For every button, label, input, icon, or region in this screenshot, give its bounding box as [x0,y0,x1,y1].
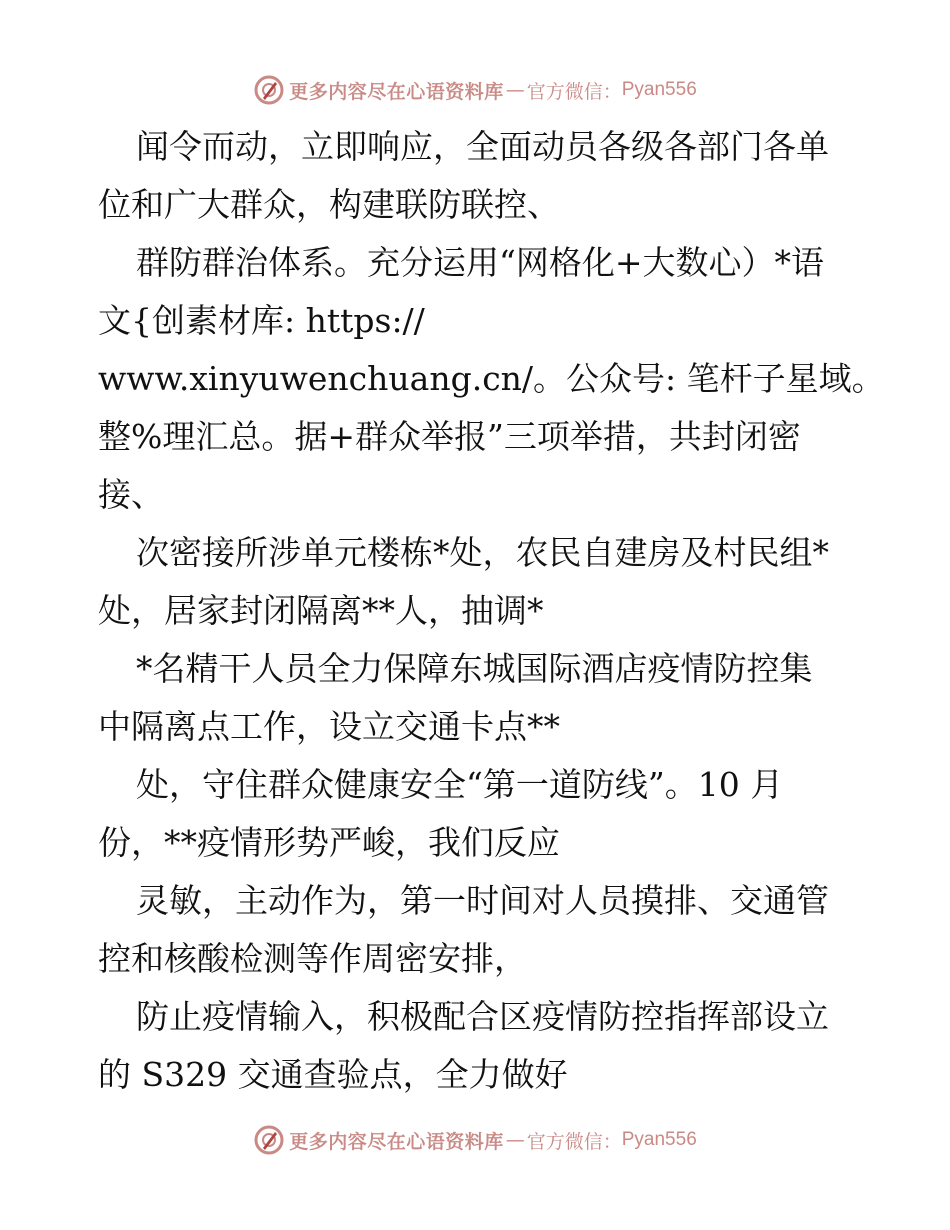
text-line: 位和广大群众，构建联防联控、 [98,185,560,224]
footer-watermark [0,1120,950,1160]
pen-logo-icon [253,74,285,106]
document-body [98,118,885,1104]
watermark-wechat-id: Pyan556 [621,79,697,100]
watermark-separator: — [505,1129,525,1151]
text-line: 闻令而动，立即响应，全面动员各级各部门各单 [136,127,829,166]
text-line: 的 S329 交通查验点，全力做好 [98,1055,568,1094]
text-line: 接、 [98,475,164,514]
watermark-wechat-id: Pyan556 [621,1129,697,1150]
text-line: 处，守住群众健康安全“第一道防线”。10 月 [136,765,784,804]
text-line: 整%理汇总。据+群众举报”三项举措，共封闭密 [98,417,801,456]
text-line: www.xinyuwenchuang.cn/。公众号: 笔杆子星域。 [98,359,885,398]
text-line: 次密接所涉单元楼栋*处，农民自建房及村民组* [136,533,829,572]
watermark-official-text: 官方微信： [526,1130,622,1153]
text-line: 控和核酸检测等作周密安排， [98,939,527,978]
watermark-main-text: 更多内容尽在心语资料库 [289,1130,504,1153]
text-line: 防止疫情输入，积极配合区疫情防控指挥部设立 [136,997,829,1036]
text-line: 中隔离点工作，设立交通卡点** [98,707,560,746]
pen-logo-icon [253,1124,285,1156]
text-line: 群防群治体系。充分运用“网格化+大数心）*语 [136,243,825,282]
watermark-official-text: 官方微信： [526,80,622,103]
watermark-main-text: 更多内容尽在心语资料库 [289,80,504,103]
text-line: 份，**疫情形势严峻，我们反应 [98,823,560,862]
text-line: *名精干人员全力保障东城国际酒店疫情防控集 [136,649,813,688]
text-line: 灵敏，主动作为，第一时间对人员摸排、交通管 [136,881,829,920]
text-line: 文{创素材库: https:// [98,301,425,340]
watermark-separator: — [505,79,525,101]
text-line: 处，居家封闭隔离**人，抽调* [98,591,544,630]
header-watermark [0,70,950,110]
